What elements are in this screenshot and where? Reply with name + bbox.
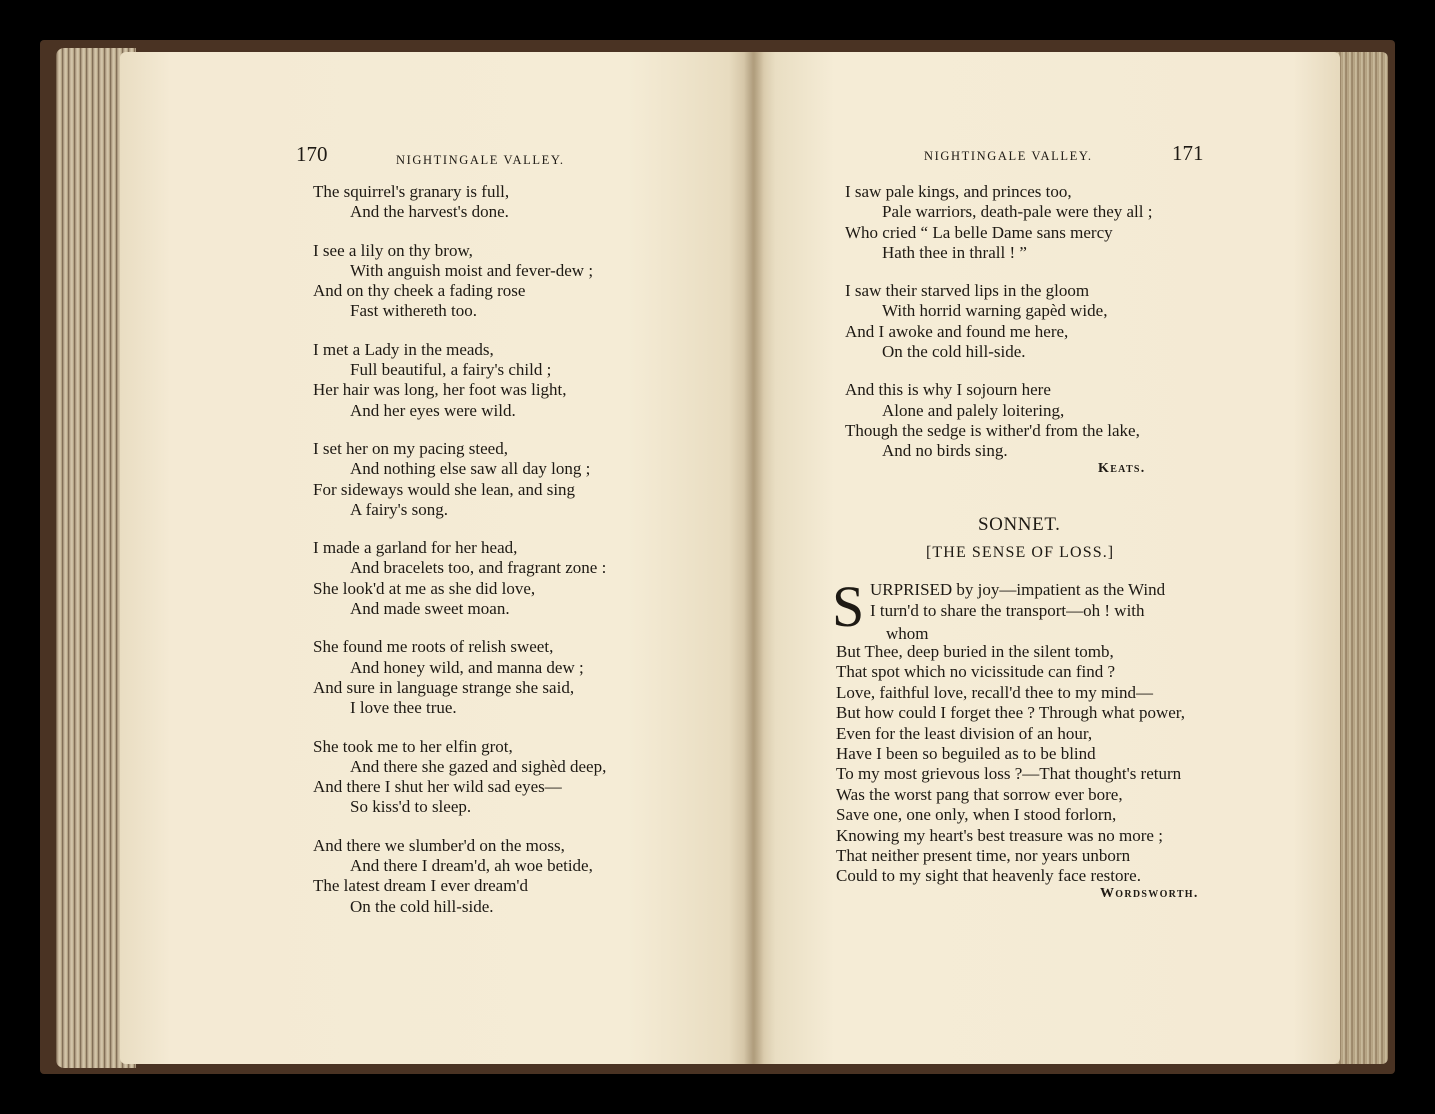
poem-line: The squirrel's granary is full, — [313, 182, 510, 201]
poem-line: I made a garland for her head, — [313, 538, 518, 558]
sonnet-line: That neither present time, nor years unborn — [836, 846, 1131, 866]
stanza-break — [845, 263, 1152, 281]
poem-line: And this is why I sojourn here — [845, 380, 1051, 400]
drop-cap: S — [832, 574, 865, 639]
sonnet-line: Knowing my heart's best treasure was no more ; — [836, 825, 1163, 845]
poem-line: The latest dream I ever dream'd — [313, 876, 528, 896]
poem-line: On the cold hill-side. — [882, 342, 1026, 362]
stanza-break — [313, 818, 606, 836]
stanza-break — [313, 322, 606, 340]
poem-line: With horrid warning gapèd wide, — [882, 301, 1108, 321]
sonnet-line: That spot which no vicissitude can find ? — [836, 662, 1116, 682]
stanza-break — [845, 362, 1152, 380]
sonnet-line: Have I been so beguiled as to be blind — [836, 744, 1096, 764]
sonnet-line: But Thee, deep buried in the silent tomb, — [836, 642, 1114, 661]
page-number: 170 — [296, 142, 328, 166]
poem-line: Hath thee in thrall ! ” — [882, 242, 1027, 262]
sonnet-line: But how could I forget thee ? Through what power, — [836, 703, 1185, 723]
poem-line: And her eyes were wild. — [350, 400, 516, 420]
poem-line: I set her on my pacing steed, — [313, 438, 508, 458]
sonnet-line: Was the worst pang that sorrow ever bore, — [836, 784, 1123, 804]
poem-line: I see a lily on thy brow, — [313, 240, 473, 260]
poem-line: Alone and palely loitering, — [882, 400, 1065, 420]
poem-line: I saw pale kings, and princes too, — [845, 182, 1072, 201]
poem-line: And honey wild, and manna dew ; — [350, 657, 584, 677]
poem-line: Who cried “ La belle Dame sans mercy — [845, 222, 1113, 242]
sonnet-subtitle: [THE SENSE OF LOSS.] — [926, 544, 1115, 561]
poem-line: A fairy's song. — [350, 499, 448, 519]
sonnet-line: Could to my sight that heavenly face restore. — [836, 866, 1141, 886]
sonnet-title: SONNET. — [978, 514, 1061, 535]
poem-line: She found me roots of relish sweet, — [313, 637, 554, 657]
poem-line: So kiss'd to sleep. — [350, 797, 472, 817]
poem-line: And nothing else saw all day long ; — [350, 459, 591, 479]
stanza-break — [313, 619, 606, 637]
poem-line: And there I shut her wild sad eyes— — [313, 777, 562, 797]
poem-line: Her hair was long, her foot was light, — [313, 380, 567, 400]
author-signature-wordsworth: Wordsworth. — [1100, 886, 1199, 901]
poem-line: I love thee true. — [350, 698, 457, 718]
poem-line: And the harvest's done. — [350, 202, 509, 222]
sonnet-body — [836, 642, 1185, 887]
poem-line: She look'd at me as she did love, — [313, 578, 536, 598]
poem-line: And there she gazed and sighèd deep, — [350, 756, 607, 776]
poem-line: And on thy cheek a fading rose — [313, 281, 526, 301]
poem-line: And made sweet moan. — [350, 599, 510, 619]
poem-line: For sideways would she lean, and sing — [313, 479, 576, 499]
sonnet-line: To my most grievous loss ?—That thought's return — [836, 764, 1182, 784]
poem-line: With anguish moist and fever-dew ; — [350, 260, 594, 280]
page-number: 171 — [1172, 141, 1204, 165]
poem-line: On the cold hill-side. — [350, 896, 494, 916]
right-page — [752, 52, 1340, 1064]
poem-line: I met a Lady in the meads, — [313, 339, 494, 359]
book-gutter — [744, 52, 764, 1064]
poem-text — [313, 182, 606, 917]
stanza-break — [313, 223, 606, 241]
sonnet-line: URPRISED by joy—impatient as the Wind — [870, 580, 1166, 599]
running-head: NIGHTINGALE VALLEY. — [924, 149, 1093, 163]
left-page — [120, 52, 754, 1064]
poem-line: She took me to her elfin grot, — [313, 736, 513, 756]
poem-line: Fast withereth too. — [350, 301, 478, 321]
stanza-break — [313, 520, 606, 538]
author-signature-keats: Keats. — [1098, 461, 1146, 476]
running-head: NIGHTINGALE VALLEY. — [396, 153, 565, 167]
poem-line: And I awoke and found me here, — [845, 321, 1069, 341]
sonnet-line: Save one, one only, when I stood forlorn, — [836, 805, 1117, 825]
poem-line: And there we slumber'd on the moss, — [313, 835, 565, 855]
poem-line: Pale warriors, death-pale were they all ; — [882, 202, 1153, 222]
stanza-break — [313, 719, 606, 737]
stanza-break — [313, 421, 606, 439]
poem-line: And sure in language strange she said, — [313, 677, 575, 697]
sonnet-line: Love, faithful love, recall'd thee to my mind— — [836, 682, 1153, 702]
sonnet-line: I turn'd to share the transport—oh ! with — [870, 601, 1145, 620]
poem-line: And no birds sing. — [882, 441, 1008, 461]
poem-line: Full beautiful, a fairy's child ; — [350, 360, 552, 380]
sonnet-line: Even for the least division of an hour, — [836, 723, 1093, 743]
poem-line: I saw their starved lips in the gloom — [845, 281, 1090, 301]
poem-line: Though the sedge is wither'd from the lake, — [845, 420, 1140, 440]
poem-line: And bracelets too, and fragrant zone : — [350, 558, 607, 578]
sonnet-line: whom — [886, 624, 929, 643]
poem-text — [845, 182, 1152, 462]
poem-line: And there I dream'd, ah woe betide, — [350, 856, 593, 876]
